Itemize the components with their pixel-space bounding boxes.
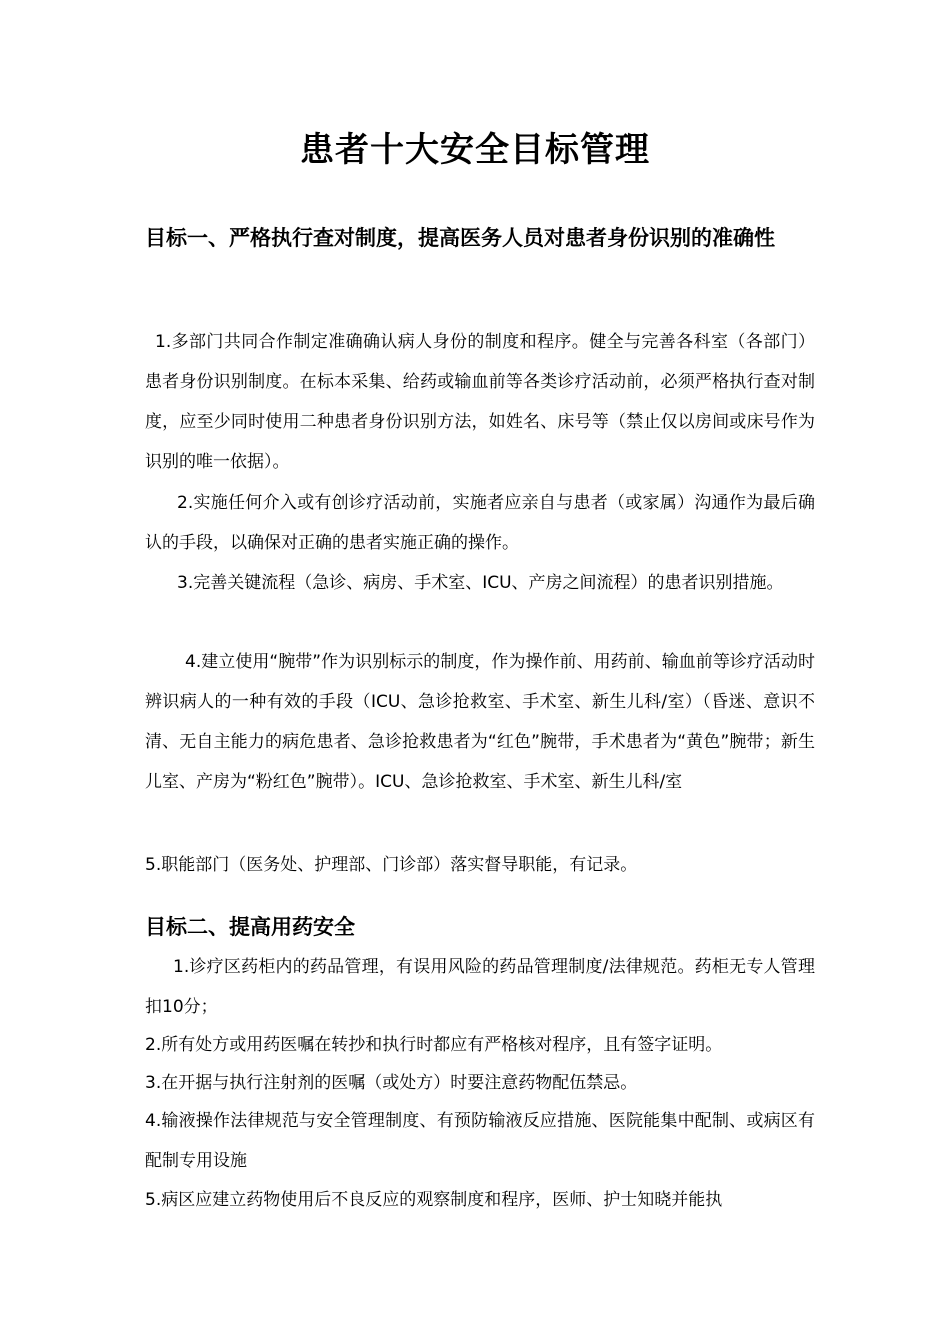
goal1-heading: 目标一、严格执行查对制度，提高医务人员对患者身份识别的准确性 (145, 226, 775, 250)
goal1-item-3: 3.完善关键流程（急诊、病房、手术室、ICU、产房之间流程）的患者识别措施。 (177, 573, 784, 593)
goal2-item-4: 4.输液操作法律规范与安全管理制度、有预防输液反应措施、医院能集中配制、或病区有配制专用设施 (145, 1111, 815, 1171)
goal2-heading: 目标二、提高用药安全 (145, 915, 355, 939)
goal1-item-2: 2.实施任何介入或有创诊疗活动前，实施者应亲自与患者（或家属）沟通作为最后确认的手段，以确保对正确的患者实施正确的操作。 (145, 493, 815, 553)
goal1-item-1: 1.多部门共同合作制定准确确认病人身份的制度和程序。健全与完善各科室（各部门）患者身份识别制度。在标本采集、给药或输血前等各类诊疗活动前，必须严格执行查对制度，应至少同时使用二种患者身份识别方法，如姓名、床号等（禁止仅以房间或床号作为识别的唯一依据）。 (145, 332, 815, 472)
goal2-item-5: 5.病区应建立药物使用后不良反应的观察制度和程序，医师、护士知晓并能执 (145, 1190, 723, 1210)
goal1-item-4: 4.建立使用“腕带”作为识别标示的制度，作为操作前、用药前、输血前等诊疗活动时辨识病人的一种有效的手段（ICU、急诊抢救室、手术室、新生儿科/室）（昏迷、意识不清、无自主能力的病危患者、急诊抢救患者为“红色”腕带，手术患者为“黄色”腕带；新生儿室、产房为“粉红色”腕带）。ICU、急诊抢救室、手术室、新生儿科/室 (145, 652, 815, 792)
document-title: 患者十大安全目标管理 (300, 130, 650, 170)
goal2-item-3: 3.在开据与执行注射剂的医嘱（或处方）时要注意药物配伍禁忌。 (145, 1073, 638, 1093)
goal1-item-5: 5.职能部门（医务处、护理部、门诊部）落实督导职能，有记录。 (145, 855, 638, 875)
goal2-item-2: 2.所有处方或用药医嘱在转抄和执行时都应有严格核对程序，且有签字证明。 (145, 1035, 723, 1055)
goal2-item-1: 1.诊疗区药柜内的药品管理，有误用风险的药品管理制度/法律规范。药柜无专人管理扣10分； (145, 957, 815, 1017)
